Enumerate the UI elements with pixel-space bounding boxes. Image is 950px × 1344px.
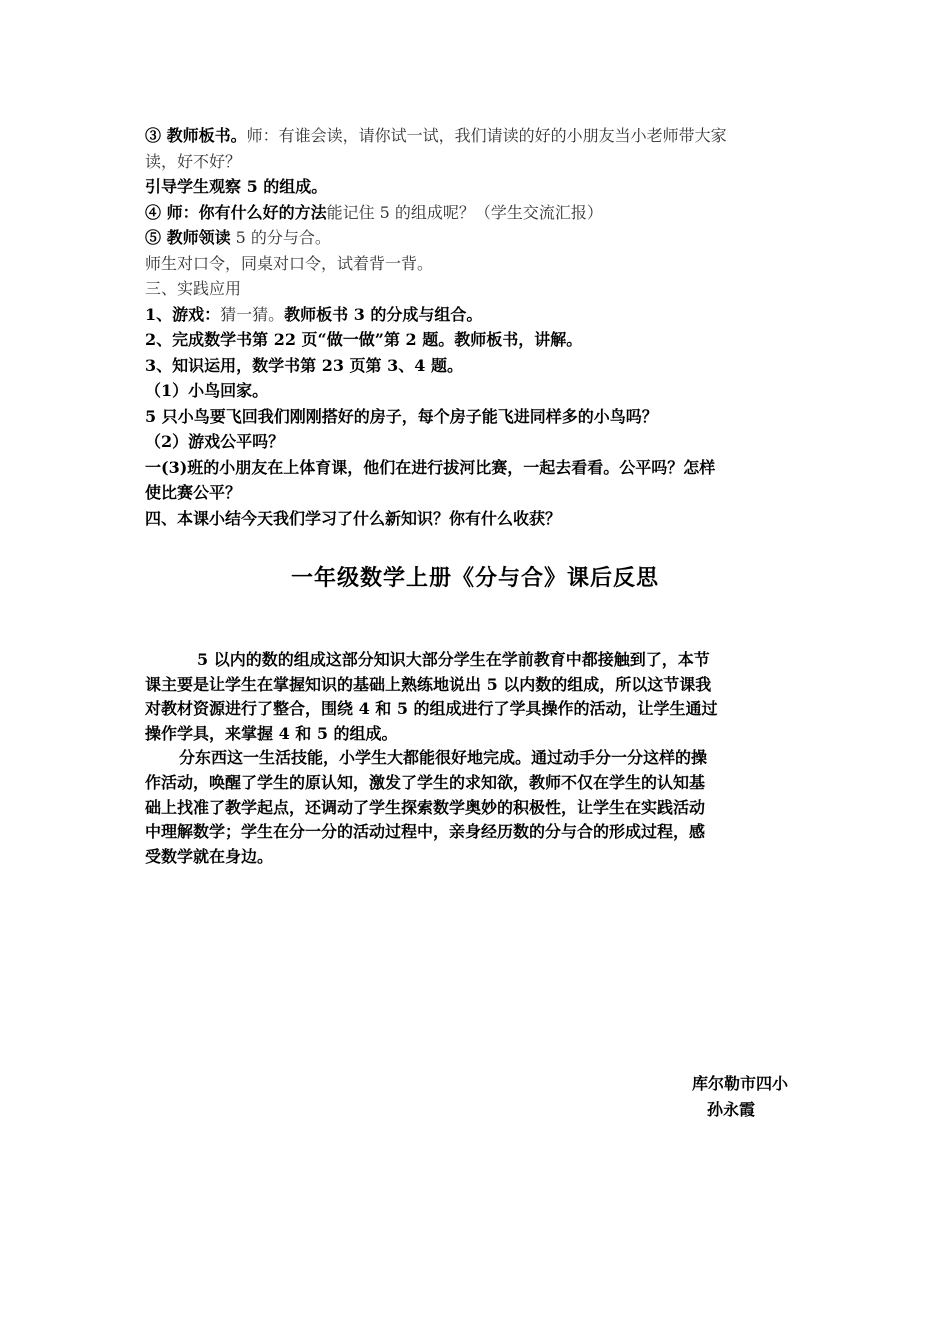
lesson-line [145, 429, 810, 455]
lesson-text: 能记住 5 的组成呢？（学生交流汇报） [326, 202, 603, 222]
lesson-line [145, 480, 810, 506]
paragraph-line: 作活动，唤醒了学生的原认知，激发了学生的求知欲，教师不仅在学生的认知基 [145, 772, 706, 792]
lesson-line [145, 302, 810, 328]
lesson-line [145, 174, 810, 200]
lesson-text: 1、游戏： [145, 304, 221, 324]
paragraph-line: 课主要是让学生在掌握知识的基础上熟练地说出 5 以内数的组成，所以这节课我 [145, 674, 712, 694]
lesson-text: 引导学生观察 5 的组成。 [145, 177, 328, 196]
lesson-text: ⑤ 教师领读 [145, 228, 231, 247]
signature-school: 库尔勒市四小 [692, 1074, 789, 1093]
lesson-line [145, 353, 810, 379]
paragraph-line: 5 以内的数的组成这部分知识大部分学生在学前教育中都接触到了，本节 [197, 650, 710, 669]
signature [692, 1071, 788, 1123]
paragraph-line: 分东西这一生活技能，小学生大都能很好地完成。通过动手分一分这样的操 [179, 748, 708, 768]
paragraph-line: 对教材资源进行了整合，围绕 4 和 5 的组成进行了学具操作的活动，让学生通过 [145, 699, 718, 719]
lesson-text: 三、实践应用 [145, 279, 242, 298]
reflection-body [145, 648, 810, 869]
lesson-text: 一(3)班的小朋友在上体育课，他们在进行拔河比赛，一起去看看。公平吗？怎样 [145, 457, 716, 477]
lesson-text: 教师板书 3 的分成与组合。 [284, 304, 483, 324]
paragraph-line: 中理解数学；学生在分一分的活动过程中，亲身经历数的分与合的形成过程，感 [145, 822, 706, 842]
lesson-text: （1）小鸟回家。 [145, 381, 269, 400]
lesson-text: 使比赛公平？ [145, 483, 242, 502]
lesson-text: 5 的分与合。 [230, 228, 331, 247]
lesson-text: 猜一猜。 [220, 304, 285, 324]
lesson-line [145, 327, 810, 353]
lesson-line [145, 404, 810, 430]
lesson-text: 2、完成数学书第 22 页“做一做”第 2 题。教师板书，讲解。 [145, 330, 583, 349]
lesson-line [145, 276, 810, 302]
lesson-text: 3、知识运用，数学书第 23 页第 3、4 题。 [145, 355, 463, 375]
lesson-line [145, 506, 810, 532]
lesson-line [145, 455, 810, 481]
paragraph-line: 础上找准了教学起点，还调动了学生探索数学奥妙的积极性，让学生在实践活动 [145, 797, 706, 817]
lesson-text: 四、本课小结今天我们学习了什么新知识？你有什么收获？ [145, 508, 562, 528]
paragraph-line: 操作学具，来掌握 4 和 5 的组成。 [145, 723, 398, 743]
lesson-line [145, 149, 810, 175]
lesson-line [145, 200, 810, 226]
lesson-section [145, 123, 810, 531]
lesson-line [145, 378, 810, 404]
lesson-text: （2）游戏公平吗？ [145, 432, 285, 451]
lesson-line [145, 123, 810, 149]
reflection-title: 一年级数学上册《分与合》课后反思 [290, 565, 659, 591]
lesson-text: 师：有谁会读，请你试一试，我们请读的好的小朋友当小老师带大家 [246, 126, 727, 145]
paragraph-line: 受数学就在身边。 [145, 846, 274, 866]
lesson-text: 5 只小鸟要飞回我们刚刚搭好的房子，每个房子能飞进同样多的小鸟吗？ [145, 406, 658, 426]
lesson-text: 读，好不好？ [145, 151, 242, 171]
lesson-line [145, 225, 810, 251]
lesson-text: 师生对口令，同桌对口令，试着背一背。 [145, 253, 434, 273]
reflection-paragraph-2 [145, 746, 810, 869]
reflection-paragraph-1 [145, 648, 810, 746]
lesson-text: ③ 教师板书。 [145, 126, 247, 145]
lesson-line [145, 251, 810, 277]
signature-author: 孙永霞 [707, 1100, 756, 1119]
lesson-text: ④ 师：你有什么好的方法 [145, 202, 327, 222]
